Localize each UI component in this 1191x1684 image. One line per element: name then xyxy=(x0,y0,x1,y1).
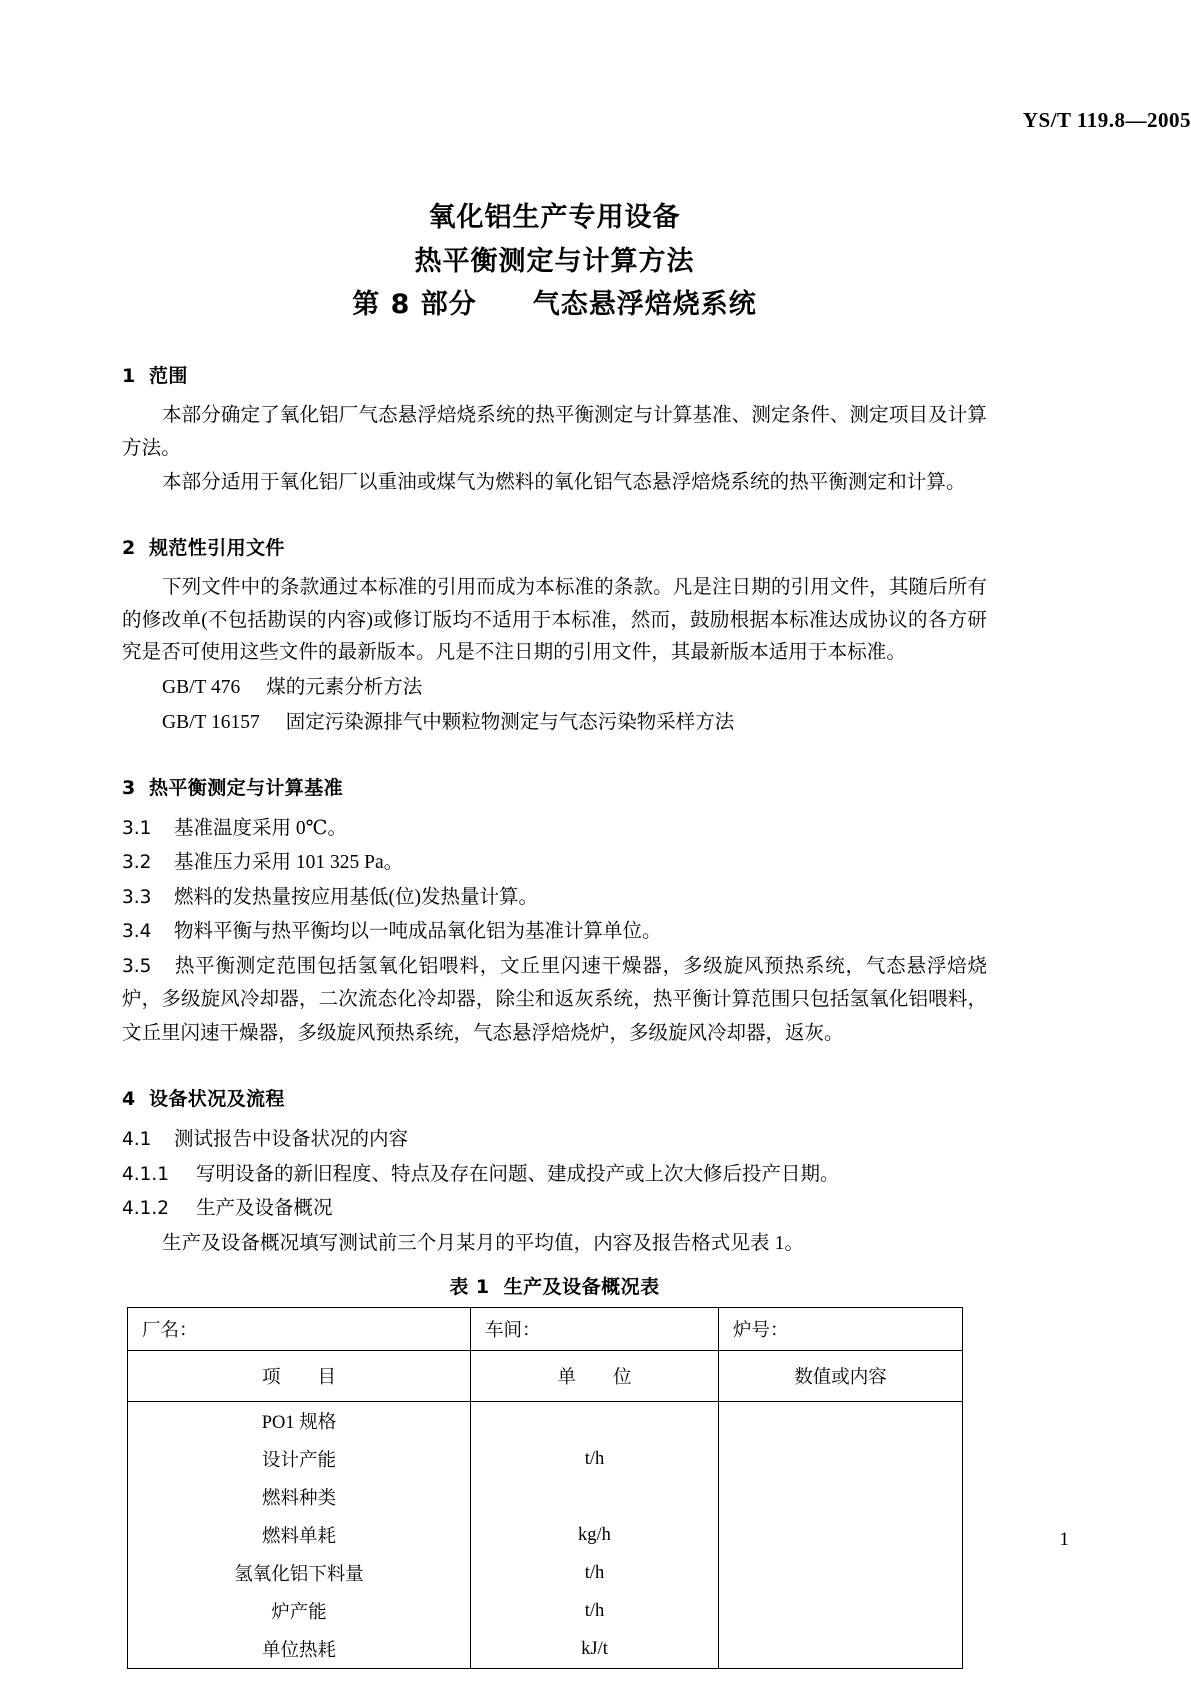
table-cell-item: 设计产能 xyxy=(128,1440,471,1478)
table-row xyxy=(128,1592,963,1630)
table-header-item: 项 目 xyxy=(128,1351,471,1402)
table-cell-value xyxy=(719,1478,963,1516)
table-caption-label: 表 1 xyxy=(449,1276,490,1299)
table-cell-item: 氢氧化铝下料量 xyxy=(128,1554,471,1592)
reference-item-1 xyxy=(122,671,987,704)
section-1-paragraph-1: 本部分确定了氧化铝厂气态悬浮焙烧系统的热平衡测定与计算基准、测定条件、测定项目及计算方法。 xyxy=(122,405,987,459)
section-number-3: 3 xyxy=(122,776,136,799)
table-row xyxy=(128,1630,963,1669)
title-line-2: 热平衡测定与计算方法 xyxy=(414,245,695,277)
section-title-1: 范围 xyxy=(149,365,188,388)
clause-3-3 xyxy=(122,881,987,915)
table-cell-furnace-number: 炉号： xyxy=(719,1308,963,1351)
clause-4-1-1 xyxy=(122,1158,987,1192)
table-cell-unit: kg/h xyxy=(471,1516,719,1554)
production-equipment-table xyxy=(127,1307,963,1669)
reference-code-1: GB/T 476 xyxy=(162,677,241,699)
clause-text-3-4: 物料平衡与热平衡均以一吨成品氧化铝为基准计算单位。 xyxy=(174,921,662,943)
table-cell-unit: t/h xyxy=(471,1554,719,1592)
clause-text-3-5: 热平衡测定范围包括氢氧化铝喂料，文丘里闪速干燥器，多级旋风预热系统，气态悬浮焙烧炉，多级旋风冷却器，二次流态化冷却器，除尘和返灰系统，热平衡计算范围只包括氢氧化铝喂料，文丘里闪速干燥器，多级旋风预热系统，气态悬浮焙烧炉，多级旋风冷却器，返灰。 xyxy=(122,955,987,1044)
table-header-value: 数值或内容 xyxy=(719,1351,963,1402)
clause-number-3-1: 3.1 xyxy=(122,817,152,839)
table-header-row xyxy=(128,1351,963,1402)
table-cell-value xyxy=(719,1592,963,1630)
table-caption xyxy=(122,1272,987,1299)
table-cell-unit: t/h xyxy=(471,1592,719,1630)
table-cell-unit: kJ/t xyxy=(471,1630,719,1669)
clause-number-3-4: 3.4 xyxy=(122,921,152,943)
page-content xyxy=(122,0,987,1669)
table-row xyxy=(128,1516,963,1554)
standard-number: YS/T 119.8—2005 xyxy=(1022,108,1191,132)
table-cell-value xyxy=(719,1554,963,1592)
clause-text-4-1: 测试报告中设备状况的内容 xyxy=(174,1129,409,1151)
table-cell-value xyxy=(719,1440,963,1478)
table-row xyxy=(128,1478,963,1516)
table-cell-unit xyxy=(471,1478,719,1516)
reference-title-1: 煤的元素分析方法 xyxy=(266,677,423,699)
section-title-4: 设备状况及流程 xyxy=(149,1088,285,1111)
clause-number-4-1: 4.1 xyxy=(122,1129,152,1151)
section-heading-4 xyxy=(122,1084,987,1111)
reference-code-2: GB/T 16157 xyxy=(162,711,260,733)
table-cell-value xyxy=(719,1516,963,1554)
title-line-3: 第 8 部分 气态悬浮焙烧系统 xyxy=(352,289,757,321)
table-cell-value xyxy=(719,1630,963,1669)
section-heading-2 xyxy=(122,533,987,560)
clause-3-2 xyxy=(122,846,987,880)
clause-number-3-3: 3.3 xyxy=(122,886,152,908)
table-cell-item: 燃料种类 xyxy=(128,1478,471,1516)
clause-3-4 xyxy=(122,915,987,949)
table-header-unit: 单 位 xyxy=(471,1351,719,1402)
section-number-1: 1 xyxy=(122,365,136,388)
clause-number-4-1-2: 4.1.2 xyxy=(122,1198,170,1220)
table-cell-item: 炉产能 xyxy=(128,1592,471,1630)
table-cell-item: PO1 规格 xyxy=(128,1402,471,1441)
section-4-paragraph-1: 生产及设备概况填写测试前三个月某月的平均值，内容及报告格式见表 1。 xyxy=(162,1232,805,1254)
section-2-paragraph-1: 下列文件中的条款通过本标准的引用而成为本标准的条款。凡是注日期的引用文件，其随后所有的修改单(不包括勘误的内容)或修订版均不适用于本标准，然而，鼓励根据本标准达成协议的各方研究是否可使用这些文件的最新版本。凡是不注日期的引用文件，其最新版本适用于本标准。 xyxy=(122,577,987,663)
table-caption-title: 生产及设备概况表 xyxy=(503,1276,660,1299)
table-row xyxy=(128,1440,963,1478)
table-info-row xyxy=(128,1308,963,1351)
section-number-4: 4 xyxy=(122,1088,136,1111)
table-cell-item: 燃料单耗 xyxy=(128,1516,471,1554)
reference-item-2 xyxy=(122,706,987,739)
clause-text-3-3: 燃料的发热量按应用基低(位)发热量计算。 xyxy=(174,886,538,908)
title-line-1: 氧化铝生产专用设备 xyxy=(428,202,681,233)
section-heading-3 xyxy=(122,773,987,800)
clause-number-3-5: 3.5 xyxy=(122,955,152,977)
clause-text-3-2: 基准压力采用 101 325 Pa。 xyxy=(174,852,404,874)
clause-text-4-1-2: 生产及设备概况 xyxy=(196,1198,333,1220)
clause-3-1 xyxy=(122,812,987,846)
table-cell-value xyxy=(719,1402,963,1441)
document-title xyxy=(122,196,987,327)
table-cell-factory-name: 厂名： xyxy=(128,1308,471,1351)
section-number-2: 2 xyxy=(122,537,136,560)
clause-3-5 xyxy=(122,950,987,1051)
section-1-paragraph-2: 本部分适用于氧化铝厂以重油或煤气为燃料的氧化铝气态悬浮焙烧系统的热平衡测定和计算。 xyxy=(162,471,966,493)
clause-number-3-2: 3.2 xyxy=(122,852,152,874)
section-title-3: 热平衡测定与计算基准 xyxy=(149,776,344,799)
table-row xyxy=(128,1554,963,1592)
section-title-2: 规范性引用文件 xyxy=(149,537,285,560)
table-cell-unit xyxy=(471,1402,719,1441)
clause-text-4-1-1: 写明设备的新旧程度、特点及存在问题、建成投产或上次大修后投产日期。 xyxy=(196,1163,840,1185)
reference-title-2: 固定污染源排气中颗粒物测定与气态污染物采样方法 xyxy=(285,711,735,733)
section-heading-1 xyxy=(122,361,987,388)
page-number: 1 xyxy=(1059,1529,1069,1550)
clause-text-3-1: 基准温度采用 0℃。 xyxy=(174,817,347,839)
table-row xyxy=(128,1402,963,1441)
clause-4-1-2 xyxy=(122,1192,987,1226)
table-cell-item: 单位热耗 xyxy=(128,1630,471,1669)
table-cell-unit: t/h xyxy=(471,1440,719,1478)
clause-number-4-1-1: 4.1.1 xyxy=(122,1163,170,1185)
clause-4-1 xyxy=(122,1123,987,1157)
table-cell-workshop: 车间： xyxy=(471,1308,719,1351)
